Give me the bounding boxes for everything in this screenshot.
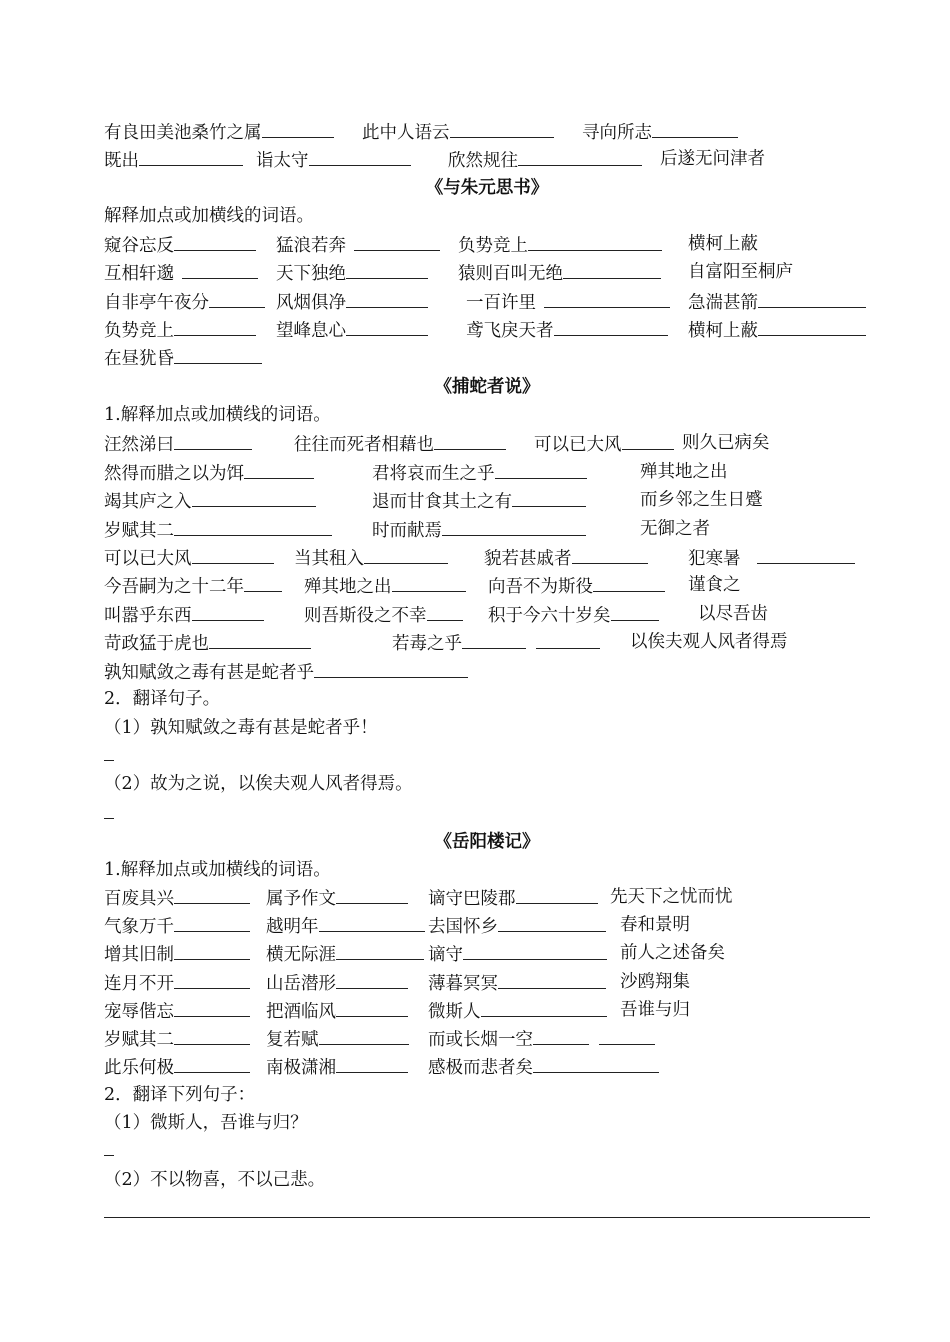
vocab-item: 岁赋其二	[104, 1025, 250, 1053]
vocab-item: 而或长烟一空	[428, 1025, 655, 1053]
vocab-item: 负势竞上	[458, 231, 662, 259]
vocab-item: 吾谁与归	[620, 1000, 690, 1020]
answer-blank[interactable]	[309, 146, 411, 166]
answer-blank[interactable]	[462, 629, 526, 649]
answer-blank[interactable]	[139, 146, 243, 166]
answer-blank[interactable]	[319, 1025, 409, 1045]
answer-blank[interactable]	[544, 288, 670, 308]
vocab-item: 风烟俱净	[276, 288, 428, 316]
vocab-item: 谨食之	[688, 575, 741, 595]
vocab-item: 后遂无问津者	[660, 149, 765, 169]
answer-blank[interactable]	[346, 259, 428, 279]
vocab-item: 可以已大风	[534, 430, 674, 458]
vocab-item: 气象万千	[104, 912, 250, 940]
vocab-item: 犯寒暑	[688, 544, 855, 572]
vocab-item: 薄暮冥冥	[428, 969, 606, 997]
answer-blank[interactable]	[498, 969, 606, 989]
answer-blank[interactable]	[498, 912, 606, 932]
answer-blank[interactable]	[758, 316, 866, 336]
vocab-item: 南极潇湘	[266, 1053, 408, 1081]
vocab-item: 今吾嗣为之十二年	[104, 572, 282, 600]
vocab-item: 退而甘食其土之有	[372, 487, 586, 515]
answer-blank[interactable]	[319, 912, 425, 932]
vocab-item: 当其租入	[294, 544, 448, 572]
vocab-item: 在昼犹昏	[104, 344, 262, 372]
vocab-item: 沙鸥翔集	[620, 972, 690, 992]
answer-blank[interactable]	[354, 231, 440, 251]
answer-line[interactable]	[104, 1155, 114, 1156]
vocab-item: 岁赋其二	[104, 516, 332, 544]
answer-line[interactable]	[104, 760, 114, 761]
vocab-item: 横无际涯	[266, 940, 424, 968]
vocab-item: 向吾不为斯役	[488, 572, 665, 600]
vocab-item: 则吾斯役之不幸	[304, 601, 463, 629]
answer-blank[interactable]	[336, 884, 408, 904]
translate-heading: 2．翻译下列句子：	[104, 1085, 256, 1105]
answer-blank[interactable]	[174, 231, 256, 251]
answer-blank[interactable]	[336, 969, 408, 989]
answer-blank[interactable]	[481, 997, 607, 1017]
answer-blank[interactable]	[192, 487, 316, 507]
answer-blank[interactable]	[336, 997, 408, 1017]
section-instruction: 1.解释加点或加横线的词语。	[104, 860, 331, 880]
answer-blank[interactable]	[244, 572, 282, 592]
vocab-item: 负势竞上	[104, 316, 256, 344]
answer-blank[interactable]	[192, 544, 274, 564]
vocab-item: 微斯人	[428, 997, 607, 1025]
answer-blank[interactable]	[533, 1053, 659, 1073]
vocab-item: 寻向所志	[582, 118, 738, 146]
vocab-item: 互相轩邈	[104, 259, 258, 287]
answer-blank[interactable]	[758, 288, 866, 308]
answer-blank[interactable]	[536, 629, 600, 649]
translate-item: （2）故为之说，以俟夫观人风者得焉。	[104, 774, 413, 794]
answer-blank[interactable]	[346, 288, 428, 308]
answer-blank[interactable]	[554, 316, 668, 336]
vocab-item: 猿则百叫无绝	[458, 259, 661, 287]
answer-blank[interactable]	[174, 940, 250, 960]
translate-heading: 2．翻译句子。	[104, 689, 221, 709]
section-title: 《岳阳楼记》	[434, 832, 540, 852]
vocab-item: 诣太守	[256, 146, 411, 174]
vocab-item: 横柯上蔽	[688, 234, 758, 254]
answer-blank[interactable]	[174, 316, 256, 336]
answer-blank[interactable]	[314, 658, 468, 678]
vocab-item: 感极而悲者矣	[428, 1053, 659, 1081]
answer-blank[interactable]	[593, 572, 665, 592]
vocab-item: 往往而死者相藉也	[294, 430, 506, 458]
vocab-item: 时而献焉	[372, 516, 586, 544]
answer-blank[interactable]	[174, 344, 262, 364]
vocab-item: 猛浪若奔	[276, 231, 440, 259]
answer-blank[interactable]	[495, 459, 587, 479]
vocab-item: 前人之述备矣	[620, 943, 725, 963]
vocab-item: 以尽吾齿	[698, 604, 768, 624]
vocab-item: 山岳潜形	[266, 969, 408, 997]
answer-blank[interactable]	[516, 884, 598, 904]
vocab-item: 天下独绝	[276, 259, 428, 287]
answer-blank[interactable]	[611, 601, 659, 621]
answer-blank[interactable]	[336, 1053, 408, 1073]
answer-blank[interactable]	[209, 629, 311, 649]
answer-line[interactable]	[104, 818, 114, 819]
answer-blank[interactable]	[174, 516, 332, 536]
vocab-item: 百废具兴	[104, 884, 250, 912]
section-instruction: 1.解释加点或加横线的词语。	[104, 405, 331, 425]
answer-blank[interactable]	[192, 601, 264, 621]
vocab-item: 望峰息心	[276, 316, 428, 344]
answer-blank[interactable]	[512, 487, 586, 507]
answer-blank[interactable]	[244, 459, 314, 479]
vocab-item: 以俟夫观人风者得焉	[630, 632, 788, 652]
vocab-item: 增其旧制	[104, 940, 250, 968]
vocab-item: 若毒之乎	[392, 629, 600, 657]
answer-line[interactable]	[104, 1217, 870, 1218]
vocab-item: 叫嚣乎东西	[104, 601, 264, 629]
vocab-item: 自非亭午夜分	[104, 288, 265, 316]
answer-blank[interactable]	[174, 1053, 250, 1073]
answer-blank[interactable]	[336, 940, 424, 960]
vocab-item: 孰知赋敛之毒有甚是蛇者乎	[104, 658, 468, 686]
vocab-item: 连月不开	[104, 969, 250, 997]
answer-blank[interactable]	[174, 1025, 250, 1045]
vocab-item: 谪守巴陵郡	[428, 884, 598, 912]
section-instruction: 解释加点或加横线的词语。	[104, 206, 314, 226]
translate-item: （1）微斯人，吾谁与归？	[104, 1113, 308, 1133]
vocab-item: 可以已大风	[104, 544, 274, 572]
vocab-item: 属予作文	[266, 884, 408, 912]
answer-blank[interactable]	[528, 231, 662, 251]
answer-blank[interactable]	[434, 430, 506, 450]
vocab-item: 殚其地之出	[640, 462, 728, 482]
vocab-item: 此中人语云	[362, 118, 554, 146]
answer-blank[interactable]	[442, 516, 586, 536]
vocab-item: 鸢飞戾天者	[466, 316, 668, 344]
vocab-item: 宠辱偕忘	[104, 997, 250, 1025]
answer-blank[interactable]	[450, 118, 554, 138]
vocab-item: 去国怀乡	[428, 912, 606, 940]
section-title: 《与朱元思书》	[425, 178, 549, 198]
vocab-item: 欣然规往	[448, 146, 642, 174]
translate-item: （2）不以物喜，不以己悲。	[104, 1170, 326, 1190]
vocab-item: 而乡邻之生日蹙	[640, 490, 763, 510]
vocab-item: 然得而腊之以为饵	[104, 459, 314, 487]
vocab-item: 把酒临风	[266, 997, 408, 1025]
vocab-item: 复若赋	[266, 1025, 409, 1053]
vocab-item: 急湍甚箭	[688, 288, 866, 316]
section-title: 《捕蛇者说》	[434, 377, 540, 397]
vocab-item: 有良田美池桑竹之属	[104, 118, 334, 146]
vocab-item: 苛政猛于虎也	[104, 629, 311, 657]
answer-blank[interactable]	[572, 544, 648, 564]
translate-item: （1）孰知赋敛之毒有甚是蛇者乎！	[104, 718, 378, 738]
answer-blank[interactable]	[182, 259, 258, 279]
answer-blank[interactable]	[427, 601, 463, 621]
vocab-item: 先天下之忧而忧	[610, 887, 733, 907]
vocab-item: 此乐何极	[104, 1053, 250, 1081]
answer-blank[interactable]	[174, 912, 250, 932]
answer-blank[interactable]	[174, 969, 250, 989]
answer-blank[interactable]	[262, 118, 334, 138]
answer-blank[interactable]	[599, 1025, 655, 1045]
vocab-item: 则久已病矣	[682, 433, 770, 453]
answer-blank[interactable]	[174, 884, 250, 904]
answer-blank[interactable]	[463, 940, 607, 960]
vocab-item: 殚其地之出	[304, 572, 466, 600]
answer-blank[interactable]	[346, 316, 428, 336]
vocab-item: 一百许里	[466, 288, 670, 316]
answer-blank[interactable]	[757, 544, 855, 564]
answer-blank[interactable]	[174, 997, 250, 1017]
vocab-item: 窥谷忘反	[104, 231, 256, 259]
answer-blank[interactable]	[209, 288, 265, 308]
answer-blank[interactable]	[533, 1025, 589, 1045]
answer-blank[interactable]	[174, 430, 252, 450]
answer-blank[interactable]	[518, 146, 642, 166]
vocab-item: 横柯上蔽	[688, 316, 866, 344]
vocab-item: 春和景明	[620, 915, 690, 935]
answer-blank[interactable]	[364, 544, 448, 564]
vocab-item: 谪守	[428, 940, 607, 968]
vocab-item: 积于今六十岁矣	[488, 601, 659, 629]
answer-blank[interactable]	[563, 259, 661, 279]
answer-blank[interactable]	[622, 430, 674, 450]
answer-blank[interactable]	[392, 572, 466, 592]
vocab-item: 汪然涕曰	[104, 430, 252, 458]
vocab-item: 越明年	[266, 912, 425, 940]
vocab-item: 自富阳至桐庐	[688, 262, 793, 282]
vocab-item: 无御之者	[640, 519, 710, 539]
answer-blank[interactable]	[652, 118, 738, 138]
vocab-item: 君将哀而生之乎	[372, 459, 587, 487]
vocab-item: 貌若甚戚者	[484, 544, 648, 572]
vocab-item: 竭其庐之入	[104, 487, 316, 515]
vocab-item: 既出	[104, 146, 243, 174]
